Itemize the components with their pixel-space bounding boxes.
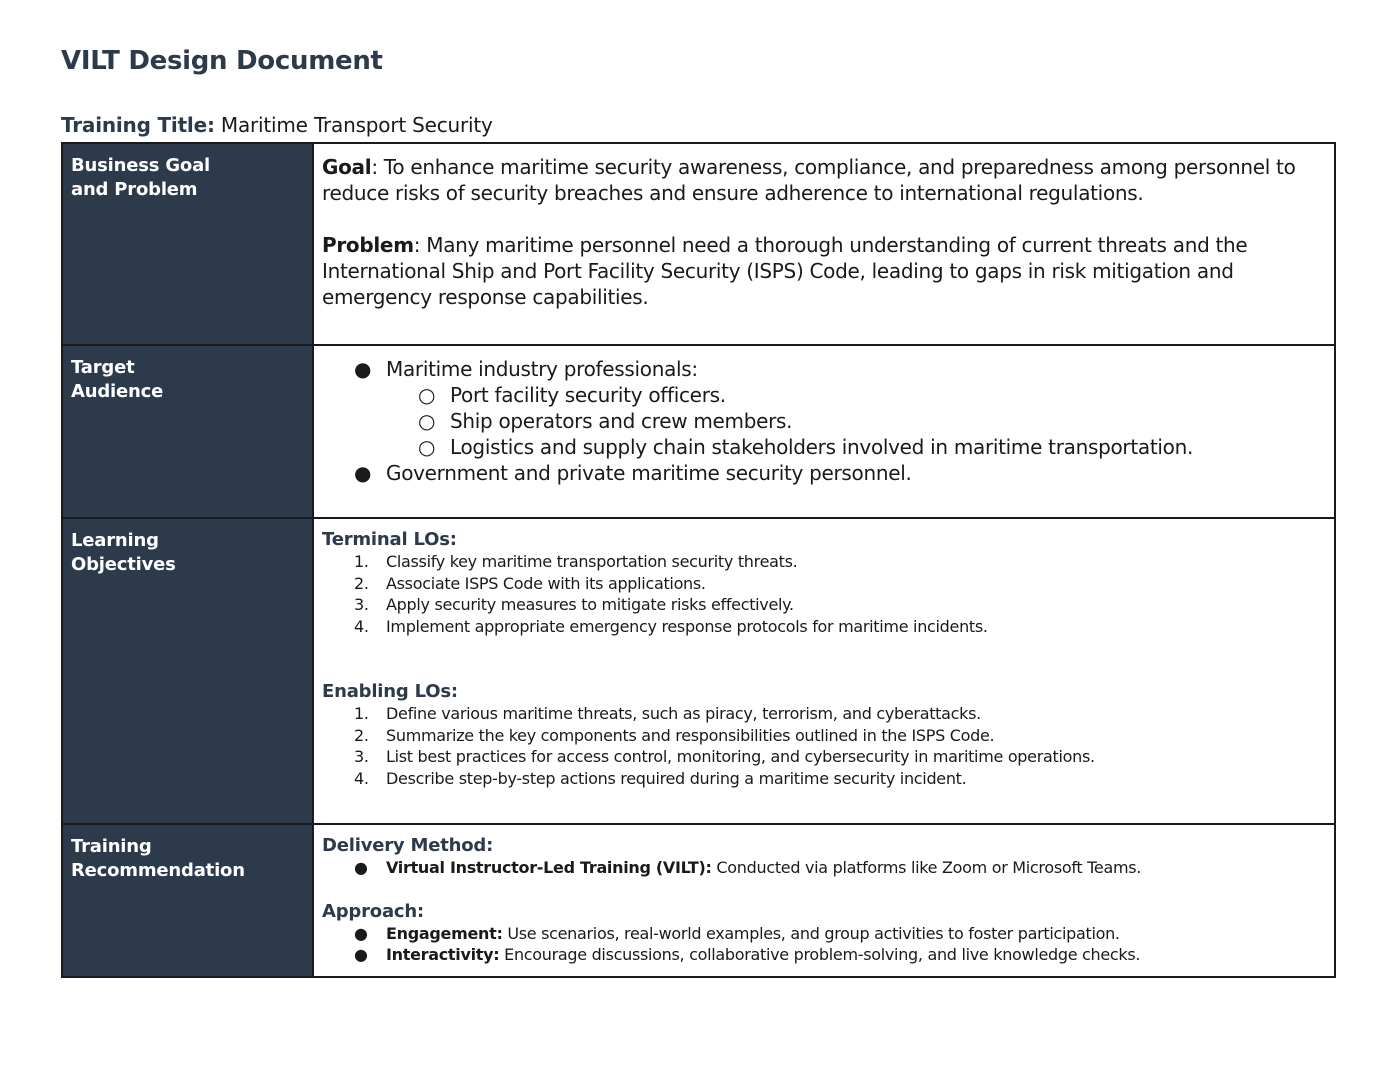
problem-text: : Many maritime personnel need a thorough understanding of current threats and the International Ship and Port Facility Security (ISPS) Code, leading to gaps in risk mitigation and emergency response capabilities. bbox=[322, 233, 1248, 309]
table-row bbox=[62, 824, 1335, 977]
list-item-text: Apply security measures to mitigate risks effectively. bbox=[386, 595, 794, 614]
problem-paragraph bbox=[322, 232, 1326, 310]
terminal-los-list bbox=[322, 551, 1326, 637]
terminal-los-heading: Terminal LOs: bbox=[322, 529, 457, 550]
bullet-icon: ● bbox=[354, 858, 368, 877]
training-title-value: Maritime Transport Security bbox=[214, 113, 493, 137]
list-item bbox=[322, 594, 1326, 616]
list-item-text: Encourage discussions, collaborative problem-solving, and live knowledge checks. bbox=[499, 945, 1141, 964]
list-item-text: Use scenarios, real-world examples, and group activities to foster participation. bbox=[502, 923, 1120, 943]
list-number: 2. bbox=[354, 725, 369, 745]
row-header-target-audience bbox=[62, 345, 313, 518]
row-header-business-goal bbox=[62, 143, 313, 345]
goal-text: : To enhance maritime security awareness, compliance, and preparedness among personnel to reduce risks of security breaches and ensure adherence to international regulations. bbox=[322, 155, 1296, 205]
list-item bbox=[322, 725, 1326, 747]
list-item bbox=[322, 768, 1326, 790]
bullet-icon: ● bbox=[354, 945, 368, 964]
list-item-bold: Virtual Instructor-Led Training (VILT): bbox=[386, 858, 712, 877]
approach-heading: Approach: bbox=[322, 900, 424, 922]
list-item-text: List best practices for access control, monitoring, and cybersecurity in maritime operations. bbox=[386, 747, 1095, 766]
bullet-icon: ● bbox=[354, 461, 372, 485]
row-header-text: Target Audience bbox=[71, 357, 164, 402]
row-header-training-recommendation bbox=[62, 824, 313, 977]
list-number: 4. bbox=[354, 768, 369, 788]
list-number: 4. bbox=[354, 616, 369, 636]
bullet-icon: ● bbox=[354, 357, 372, 381]
list-item bbox=[322, 857, 1326, 879]
list-item bbox=[322, 944, 1326, 966]
table-row bbox=[62, 143, 1335, 345]
goal-paragraph bbox=[322, 154, 1326, 206]
training-title bbox=[61, 113, 493, 137]
list-item-text: Classify key maritime transportation security threats. bbox=[386, 552, 798, 571]
list-item bbox=[322, 356, 1326, 460]
business-goal-content bbox=[313, 143, 1335, 345]
list-item bbox=[322, 460, 1326, 486]
list-number: 1. bbox=[354, 552, 369, 571]
list-item-text: Port facility security officers. bbox=[450, 383, 726, 407]
hollow-bullet-icon: ○ bbox=[418, 383, 436, 407]
hollow-bullet-icon: ○ bbox=[418, 435, 436, 459]
list-number: 2. bbox=[354, 573, 369, 593]
list-item bbox=[322, 434, 1326, 460]
document-title: VILT Design Document bbox=[61, 46, 383, 76]
learning-objectives-content bbox=[313, 518, 1335, 824]
bullet-icon: ● bbox=[354, 923, 368, 943]
audience-sublist bbox=[386, 382, 1326, 460]
audience-list bbox=[322, 356, 1326, 486]
hollow-bullet-icon: ○ bbox=[418, 409, 436, 433]
training-recommendation-content bbox=[313, 824, 1335, 977]
list-item bbox=[322, 551, 1326, 573]
target-audience-content bbox=[313, 345, 1335, 518]
delivery-method-heading: Delivery Method: bbox=[322, 835, 494, 856]
list-item-text: Conducted via platforms like Zoom or Microsoft Teams. bbox=[711, 858, 1142, 877]
goal-label: Goal bbox=[322, 155, 372, 179]
list-item bbox=[322, 923, 1326, 945]
list-item-text: Ship operators and crew members. bbox=[450, 409, 793, 433]
list-item bbox=[322, 408, 1326, 434]
list-item-text: Implement appropriate emergency response protocols for maritime incidents. bbox=[386, 616, 988, 636]
enabling-los-heading: Enabling LOs: bbox=[322, 681, 458, 702]
list-item bbox=[322, 382, 1326, 408]
list-number: 3. bbox=[354, 595, 369, 614]
list-item-text: Associate ISPS Code with its applications. bbox=[386, 573, 706, 593]
list-item-text: Summarize the key components and responsibilities outlined in the ISPS Code. bbox=[386, 725, 995, 745]
list-item-bold: Interactivity: bbox=[386, 945, 500, 964]
list-item-text: Define various maritime threats, such as piracy, terrorism, and cyberattacks. bbox=[386, 704, 981, 723]
table-row bbox=[62, 518, 1335, 824]
list-number: 1. bbox=[354, 704, 369, 723]
enabling-los-list bbox=[322, 703, 1326, 789]
row-header-text: Learning Objectives bbox=[71, 530, 176, 575]
list-item-text: Logistics and supply chain stakeholders involved in maritime transportation. bbox=[450, 435, 1194, 459]
list-item-text: Maritime industry professionals: bbox=[386, 357, 698, 381]
table-row bbox=[62, 345, 1335, 518]
list-number: 3. bbox=[354, 747, 369, 766]
design-table bbox=[61, 142, 1336, 978]
list-item-text: Describe step-by-step actions required during a maritime security incident. bbox=[386, 768, 967, 788]
list-item bbox=[322, 746, 1326, 768]
row-header-text: Training Recommendation bbox=[71, 836, 245, 881]
problem-label: Problem bbox=[322, 233, 414, 257]
list-item bbox=[322, 573, 1326, 595]
list-item bbox=[322, 616, 1326, 638]
row-header-learning-objectives bbox=[62, 518, 313, 824]
list-item-bold: Engagement: bbox=[386, 923, 503, 943]
delivery-list bbox=[322, 857, 1326, 879]
row-header-text: Business Goal and Problem bbox=[71, 155, 210, 200]
list-item-text: Government and private maritime security personnel. bbox=[386, 461, 912, 485]
list-item bbox=[322, 703, 1326, 725]
training-title-label: Training Title: bbox=[61, 113, 215, 137]
approach-list bbox=[322, 923, 1326, 966]
